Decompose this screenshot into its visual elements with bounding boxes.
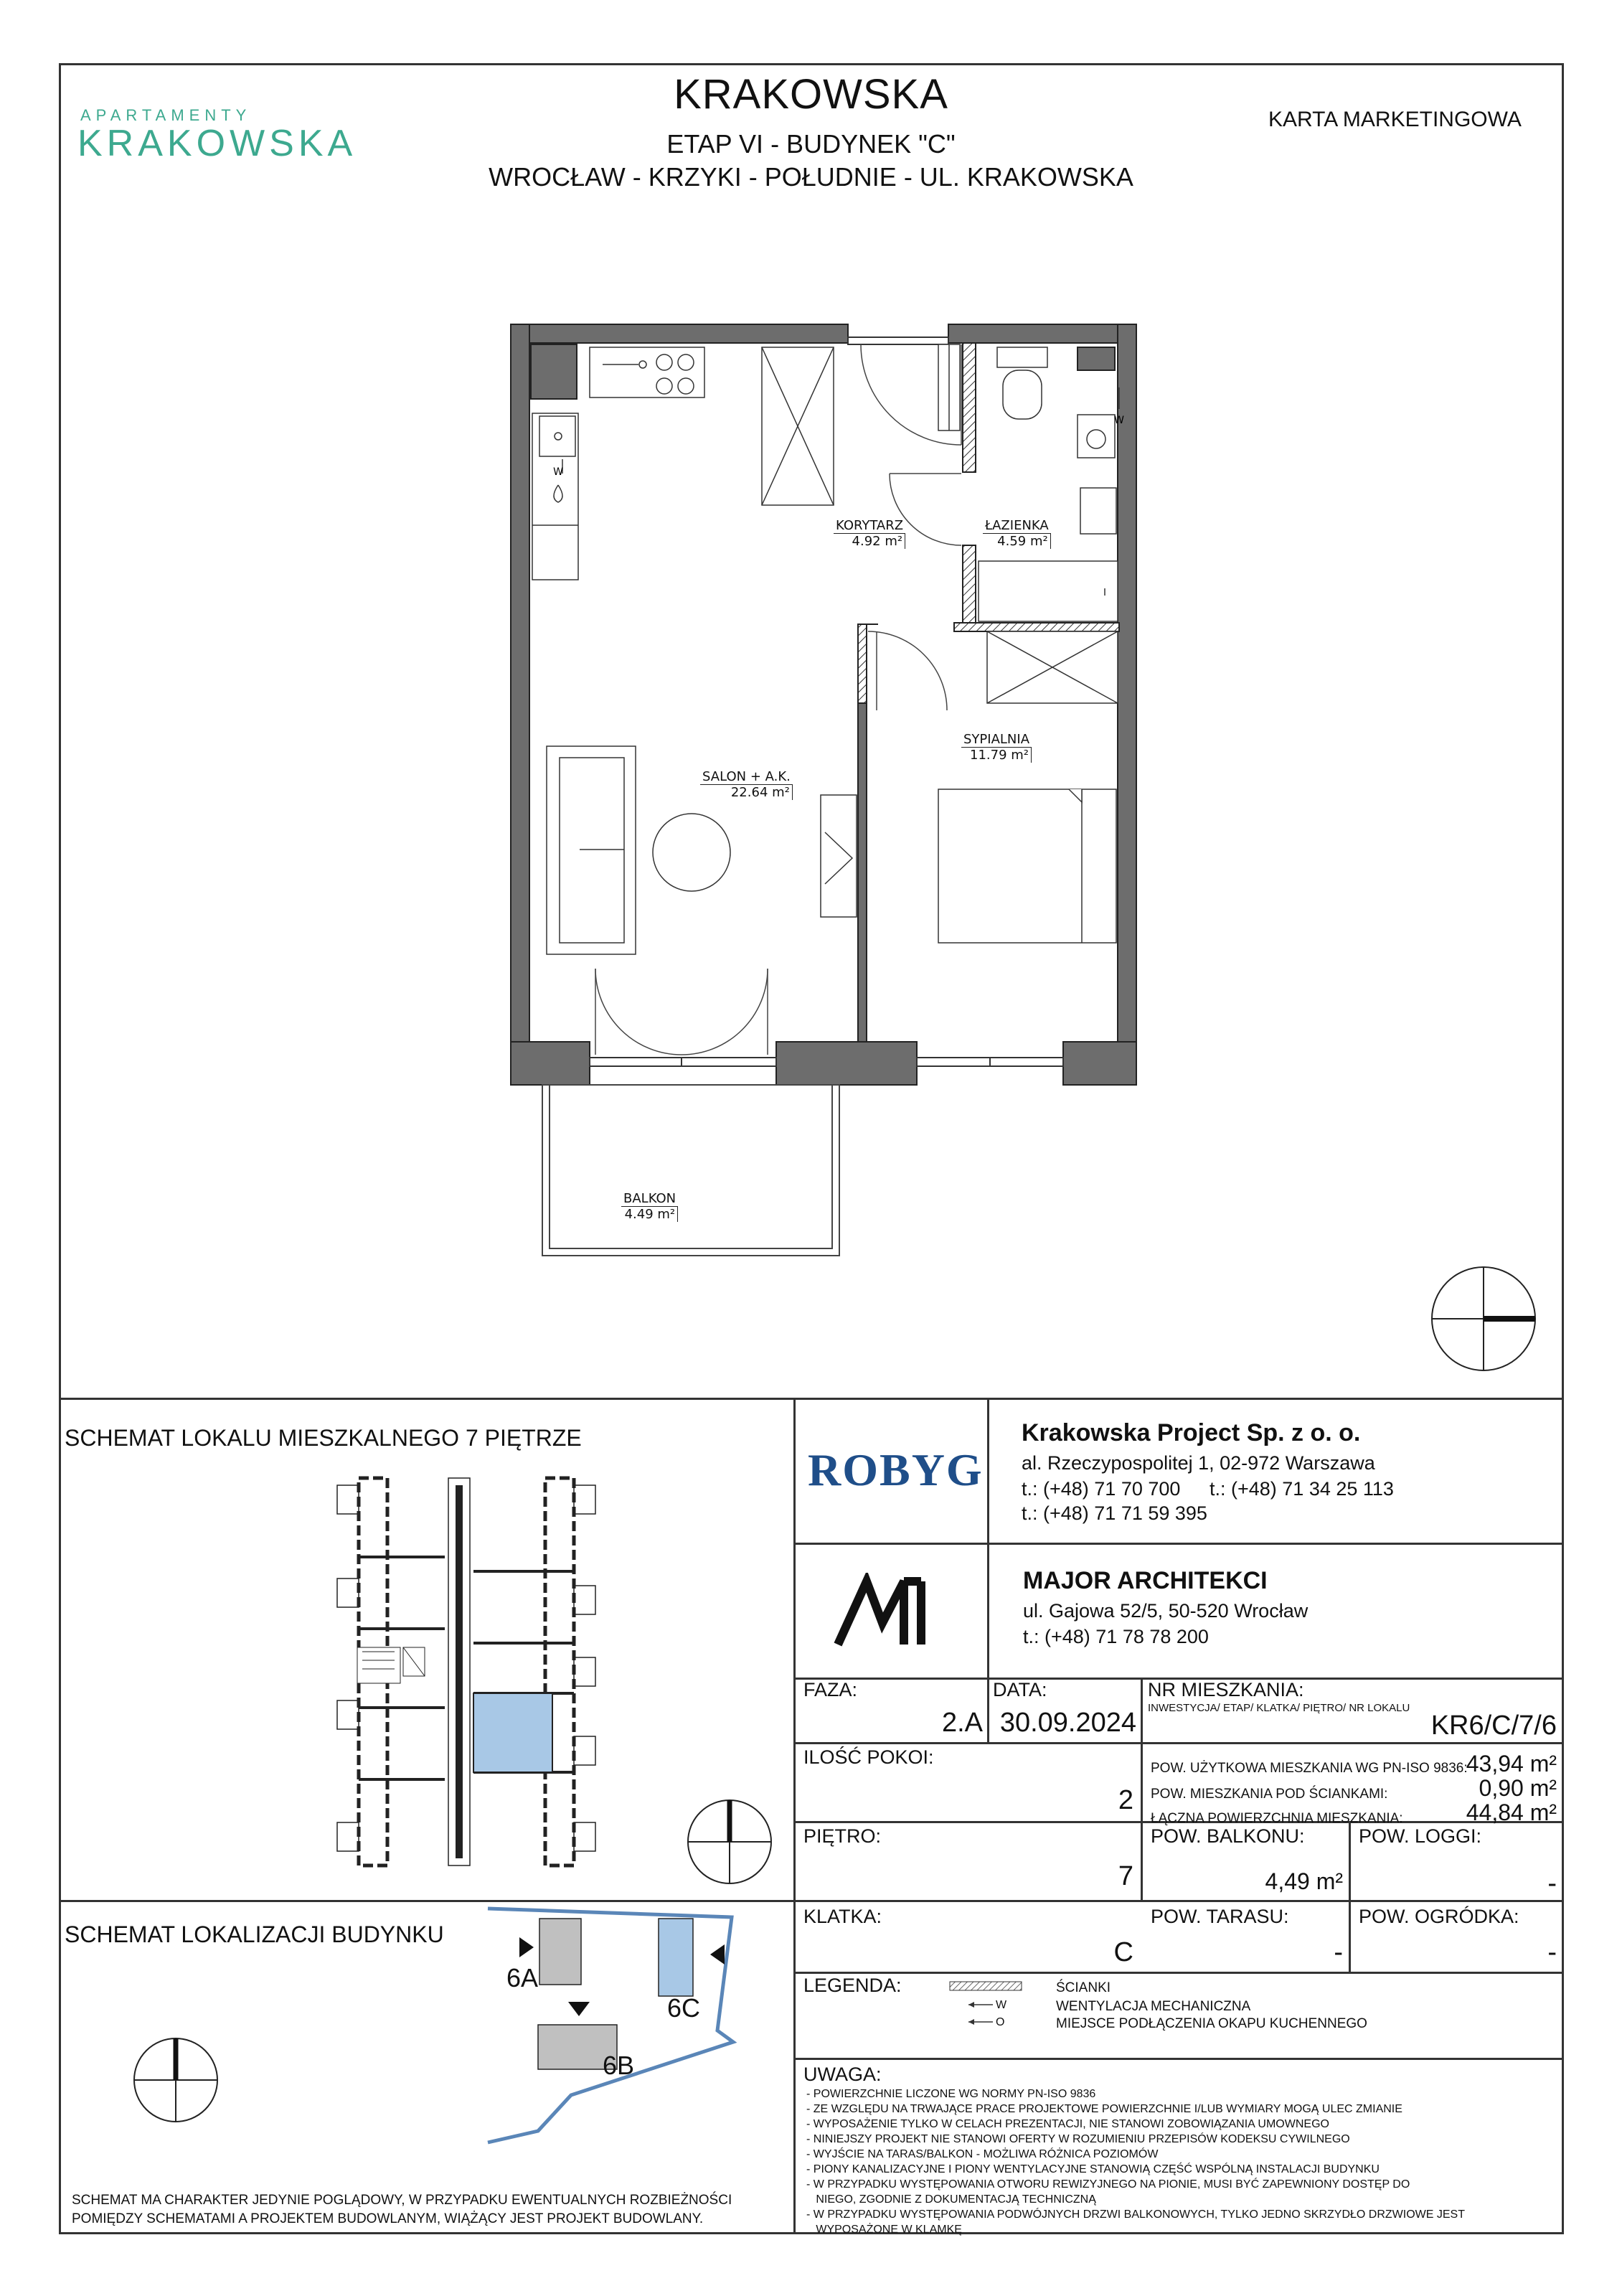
taras-value: - xyxy=(1334,1937,1343,1967)
pow-scianki-value: 0,90 m² xyxy=(1479,1775,1557,1801)
room-label-balkon xyxy=(621,1191,678,1222)
divider xyxy=(987,1398,989,1679)
divider xyxy=(793,1972,1564,1974)
legend-item: MIEJSCE PODŁĄCZENIA OKAPU KUCHENNEGO xyxy=(1056,2016,1367,2031)
robyg-logo: ROBYG xyxy=(808,1444,984,1495)
pow-uzytkowa-label: POW. UŻYTKOWA MIESZKANIA WG PN-ISO 9836: xyxy=(1151,1761,1468,1776)
room-area: 4.49 m² xyxy=(621,1207,678,1222)
floor-schema-title: SCHEMAT LOKALU MIESZKALNEGO 7 PIĘTRZE xyxy=(65,1425,582,1451)
note-line: - W PRZYPADKU WYSTĘPOWANIA PODWÓJNYCH DRZWI BALKONOWYCH, TYLKO JEDNO SKRZYDŁO DRZWIOWE JEST xyxy=(806,2208,1465,2221)
room-area: 11.79 m² xyxy=(961,748,1032,763)
note-line: - WYPOSAŻENIE TYLKO W CELACH PREZENTACJI, NIE STANOWI ZOBOWIĄZANIA UMOWNEGO xyxy=(806,2118,1329,2130)
legend-title: LEGENDA: xyxy=(803,1975,902,1996)
highlighted-apartment xyxy=(473,1693,552,1772)
pow-scianki-label: POW. MIESZKANIA POD ŚCIANKAMI: xyxy=(1151,1787,1388,1802)
note-line: - W PRZYPADKU WYSTĘPOWANIA OTWORU REWIZYJNEGO NA PIONIE, MUSI BYĆ ZAPEWNIONY DOSTĘP DO xyxy=(806,2178,1410,2191)
pokoje-value: 2 xyxy=(1118,1785,1133,1815)
room-label-salon xyxy=(700,769,793,800)
klatka-label: KLATKA: xyxy=(803,1906,882,1927)
divider xyxy=(59,1398,1564,1400)
building-label-6a: 6A xyxy=(506,1963,539,1992)
vent-mark-kitchen: W xyxy=(553,466,563,478)
divider xyxy=(987,1678,989,1744)
floor-schema xyxy=(330,1464,603,1894)
building-label-6c: 6C xyxy=(667,1993,701,2023)
compass-small-icon xyxy=(683,1795,776,1888)
page-subtitle-stage: ETAP VI - BUDYNEK "C" xyxy=(666,129,956,159)
legend-item: WENTYLACJA MECHANICZNA xyxy=(1056,1999,1251,2014)
balkon-label: POW. BALKONU: xyxy=(1151,1825,1305,1847)
pow-laczna-label: ŁĄCZNA POWIERZCHNIA MIESZKANIA: xyxy=(1151,1811,1403,1826)
logo-top-text: APARTAMENTY xyxy=(80,106,252,124)
room-label-lazienka xyxy=(983,518,1051,549)
building-label-6b: 6B xyxy=(603,2051,635,2080)
legend-symbol-w: W xyxy=(996,1999,1007,2011)
bedroom-furniture xyxy=(938,631,1118,943)
room-name: ŁAZIENKA xyxy=(983,518,1051,534)
card-type: KARTA MARKETINGOWA xyxy=(1268,108,1522,131)
room-label-sypialnia xyxy=(961,732,1032,763)
developer-name: Krakowska Project Sp. z o. o. xyxy=(1022,1419,1361,1446)
room-area: 4.92 m² xyxy=(834,534,905,549)
legend-symbol-o: O xyxy=(996,2016,1005,2028)
pow-laczna-value: 44,84 m² xyxy=(1466,1799,1557,1825)
room-area: 22.64 m² xyxy=(700,785,793,800)
note-line: - ZE WZGLĘDU NA TRWAJĄCE PRACE PROJEKTOWE POWIERZCHNIE I/LUB WYMIARY MOGĄ ULEC ZMIANIE xyxy=(806,2103,1402,2115)
logo-main-text: KRAKOWSKA xyxy=(77,123,357,164)
room-name: KORYTARZ xyxy=(834,518,905,534)
developer-address: al. Rzeczypospolitej 1, 02-972 Warszawa xyxy=(1022,1452,1375,1474)
klatka-value: C xyxy=(1113,1937,1133,1967)
pow-uzytkowa-value: 43,94 m² xyxy=(1466,1751,1557,1777)
page-subtitle-location: WROCŁAW - KRZYKI - POŁUDNIE - UL. KRAKOWSKA xyxy=(489,162,1133,192)
balcony xyxy=(542,1085,839,1256)
divider xyxy=(793,1398,796,2234)
note-line: NIEGO, ZGODNIE Z DOKUMENTACJĄ TECHNICZNĄ xyxy=(806,2193,1096,2206)
room-area: 4.59 m² xyxy=(983,534,1051,549)
developer-phone: t.: (+48) 71 70 700 xyxy=(1022,1478,1181,1500)
ogrodek-label: POW. OGRÓDKA: xyxy=(1359,1906,1519,1927)
divider xyxy=(793,1543,1564,1545)
divider xyxy=(793,1742,1564,1744)
balkon-value: 4,49 m² xyxy=(1265,1868,1343,1894)
notes-list xyxy=(806,2086,1465,2237)
divider xyxy=(1349,1821,1351,1973)
divider xyxy=(793,2058,1564,2060)
page-title: KRAKOWSKA xyxy=(674,71,948,118)
developer-phone: t.: (+48) 71 34 25 113 xyxy=(1210,1478,1394,1500)
major-architekci-logo xyxy=(832,1573,947,1652)
disclaimer-line: SCHEMAT MA CHARAKTER JEDYNIE POGLĄDOWY, W PRZYPADKU EWENTUALNYCH ROZBIEŻNOŚCI xyxy=(72,2193,732,2208)
developer-phone: t.: (+48) 71 71 59 395 xyxy=(1022,1502,1207,1524)
notes-title: UWAGA: xyxy=(803,2064,882,2085)
location-schema-title: SCHEMAT LOKALIZACJI BUDYNKU xyxy=(65,1921,444,1947)
vent-mark-bathroom: W xyxy=(1114,415,1124,426)
divider xyxy=(1141,1678,1143,1744)
architect-name: MAJOR ARCHITEKCI xyxy=(1023,1567,1268,1594)
note-line: - WYJŚCIE NA TARAS/BALKON - MOŻLIWA RÓŻNICA POZIOMÓW xyxy=(806,2148,1159,2160)
compass-icon xyxy=(1426,1261,1541,1376)
pietro-label: PIĘTRO: xyxy=(803,1825,882,1847)
data-label: DATA: xyxy=(993,1679,1047,1700)
taras-label: POW. TARASU: xyxy=(1151,1906,1289,1927)
room-label-korytarz xyxy=(834,518,905,549)
loggia-label: POW. LOGGI: xyxy=(1359,1825,1482,1847)
architect-phone: t.: (+48) 71 78 78 200 xyxy=(1023,1626,1209,1647)
room-name: SYPIALNIA xyxy=(961,732,1032,748)
divider xyxy=(793,1900,1564,1902)
note-line: - NINIEJSZY PROJEKT NIE STANOWI OFERTY W ROZUMIENIU PRZEPISÓW KODEKSU CYWILNEGO xyxy=(806,2133,1350,2145)
disclaimer-line: POMIĘDZY SCHEMATAMI A PROJEKTEM BUDOWLANYM, WIĄŻĄCY JEST PROJEKT BUDOWLANY. xyxy=(72,2211,704,2226)
room-name: SALON + A.K. xyxy=(700,769,793,785)
room-name: BALKON xyxy=(621,1191,678,1207)
faza-label: FAZA: xyxy=(803,1679,858,1700)
nr-value: KR6/C/7/6 xyxy=(1430,1711,1557,1741)
location-map xyxy=(402,1901,775,2145)
nr-sublabel: INWESTYCJA/ ETAP/ KLATKA/ PIĘTRO/ NR LOKALU xyxy=(1148,1702,1410,1714)
architect-address: ul. Gajowa 52/5, 50-520 Wrocław xyxy=(1023,1600,1309,1622)
ogrodek-value: - xyxy=(1547,1937,1557,1967)
note-line: - PIONY KANALIZACYJNE I PIONY WENTYLACYJNE STANOWIĄ CZĘŚĆ WSPÓLNĄ INSTALACJI BUDYNKU xyxy=(806,2163,1380,2175)
pokoje-label: ILOŚĆ POKOI: xyxy=(803,1746,934,1768)
loggia-value: - xyxy=(1547,1868,1557,1899)
note-line: WYPOSAŻONE W KLAMKĘ xyxy=(806,2224,962,2236)
note-line: - POWIERZCHNIE LICZONE WG NORMY PN-ISO 9836 xyxy=(806,2088,1096,2100)
faza-value: 2.A xyxy=(941,1708,983,1738)
pietro-value: 7 xyxy=(1118,1861,1133,1891)
data-value: 30.09.2024 xyxy=(999,1708,1136,1738)
nr-label: NR MIESZKANIA: xyxy=(1148,1679,1304,1700)
compass-location-icon xyxy=(129,2033,222,2127)
legend-item: ŚCIANKI xyxy=(1056,1980,1111,1995)
